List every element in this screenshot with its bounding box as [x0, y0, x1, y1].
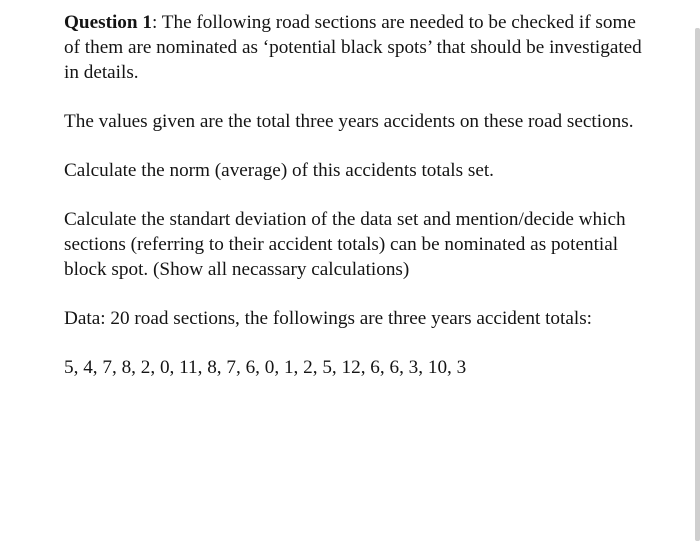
norm-task-paragraph: Calculate the norm (average) of this accidents totals set. — [64, 160, 494, 181]
question-document — [64, 10, 644, 404]
vertical-scrollbar[interactable] — [695, 28, 700, 541]
question-intro-paragraph — [64, 10, 644, 85]
values-note-paragraph: The values given are the total three years accidents on these road sections. — [64, 111, 634, 132]
question-intro-text: : The following road sections are needed to be checked if some of them are nominated as ‘potential black spots’ that should be investigated in details. — [64, 12, 642, 83]
question-label: Question 1 — [64, 12, 152, 33]
data-intro-paragraph: Data: 20 road sections, the followings are three years accident totals: — [64, 308, 593, 329]
stdev-task-paragraph: Calculate the standart deviation of the data set and mention/decide which sections (referring to their accident totals) can be nominated as potential block spot. (Show all necassary calculations) — [64, 209, 626, 280]
data-values: 5, 4, 7, 8, 2, 0, 11, 8, 7, 6, 0, 1, 2, 5, 12, 6, 6, 3, 10, 3 — [64, 357, 467, 378]
